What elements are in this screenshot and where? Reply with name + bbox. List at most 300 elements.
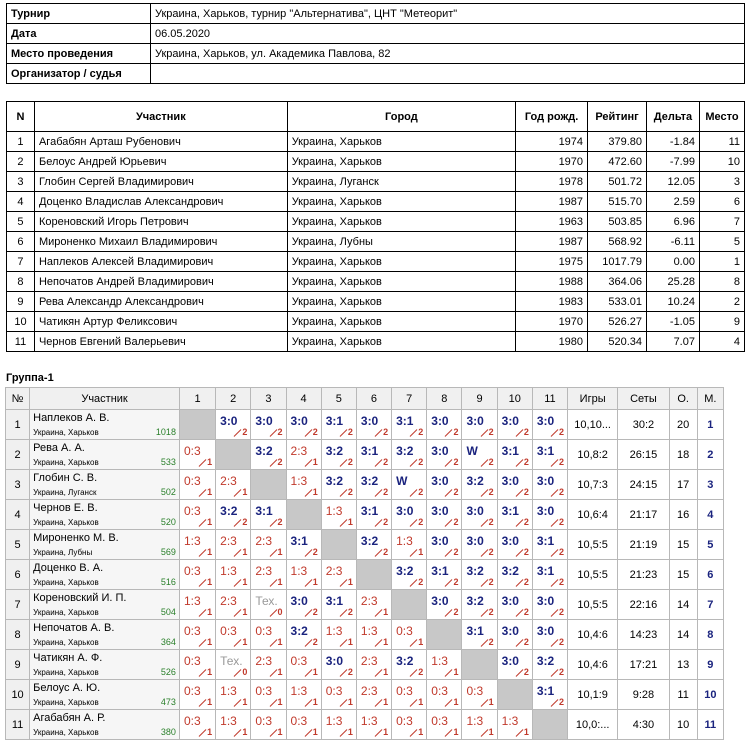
match-points: 2 [418, 667, 424, 677]
slash-divider [304, 579, 312, 587]
match-score: 3:0 [501, 594, 519, 608]
player-cell [30, 500, 180, 530]
slash-divider [551, 639, 559, 647]
crosstable-row [6, 530, 724, 560]
slash-divider [269, 729, 277, 737]
slash-divider [445, 549, 453, 557]
match-score: 3:1 [466, 624, 484, 638]
match-score: 3:0 [501, 624, 519, 638]
participant-row [7, 152, 745, 172]
match-score: 1:3 [360, 714, 378, 728]
match-points: 1 [383, 697, 389, 707]
slash-divider [515, 639, 523, 647]
player-city: Украина, Харьков [33, 698, 99, 707]
participant-cell: 9 [7, 292, 35, 312]
match-score: 3:0 [501, 654, 519, 668]
participant-cell: -1.05 [647, 312, 700, 332]
match-result-cell [532, 590, 567, 620]
match-score: 3:1 [431, 564, 449, 578]
slash-divider [410, 699, 418, 707]
match-score: 0:3 [183, 504, 201, 518]
participant-cell: 8 [7, 272, 35, 292]
points-stat: 14 [669, 590, 697, 620]
match-result-cell [462, 620, 497, 650]
match-points: 1 [242, 637, 248, 647]
match-points: 2 [383, 487, 389, 497]
crosstable-header: № [6, 388, 30, 410]
match-result-cell [321, 560, 356, 590]
participant-cell: 1017.79 [588, 252, 647, 272]
slash-divider [199, 729, 207, 737]
match-result-cell [392, 620, 427, 650]
match-score: 3:2 [466, 474, 484, 488]
match-result-cell [462, 710, 497, 740]
slash-divider [234, 489, 242, 497]
points-stat: 20 [669, 410, 697, 440]
match-score: 3:0 [431, 414, 449, 428]
slash-divider [515, 429, 523, 437]
match-score: 3:2 [466, 594, 484, 608]
match-result-cell [532, 440, 567, 470]
match-result-cell [462, 530, 497, 560]
slash-divider [234, 669, 242, 677]
match-score: 2:3 [255, 534, 273, 548]
match-result-cell [532, 560, 567, 590]
player-rating: 502 [160, 487, 176, 497]
player-cell [30, 470, 180, 500]
place-stat: 11 [697, 710, 723, 740]
info-row [7, 44, 745, 64]
match-score: 3:0 [466, 414, 484, 428]
match-result-cell [392, 710, 427, 740]
match-points: 0 [277, 607, 283, 617]
player-city: Украина, Харьков [33, 578, 99, 587]
match-result-cell [286, 590, 321, 620]
match-score: 2:3 [220, 594, 237, 608]
match-points: 1 [312, 487, 318, 497]
participant-cell: 364.06 [588, 272, 647, 292]
match-points: 2 [488, 457, 494, 467]
match-result-cell [532, 410, 567, 440]
match-result-cell [286, 710, 321, 740]
diagonal-cell [356, 560, 391, 590]
match-score: 3:0 [536, 594, 555, 608]
match-result-cell [532, 650, 567, 680]
points-stat: 16 [669, 500, 697, 530]
participant-cell: 7.07 [647, 332, 700, 352]
match-points: 2 [523, 547, 529, 557]
row-number: 4 [6, 500, 30, 530]
match-result-cell [427, 500, 462, 530]
slash-divider [234, 729, 242, 737]
match-score: W [396, 474, 408, 488]
match-result-cell [356, 650, 391, 680]
diagonal-cell [532, 710, 567, 740]
match-result-cell [216, 470, 251, 500]
match-points: 2 [523, 637, 529, 647]
match-result-cell [321, 440, 356, 470]
slash-divider [199, 669, 207, 677]
sets-stat: 17:21 [618, 650, 669, 680]
match-points: 2 [523, 607, 529, 617]
slash-divider [515, 579, 523, 587]
match-score: 0:3 [290, 654, 308, 668]
crosstable-header: 4 [286, 388, 321, 410]
match-result-cell [497, 440, 532, 470]
match-points: 2 [383, 517, 389, 527]
match-score: 2:3 [360, 594, 378, 608]
place-stat: 2 [697, 440, 723, 470]
slash-divider [340, 729, 348, 737]
games-stat: 10,6:4 [568, 500, 618, 530]
participant-cell: Чернов Евгений Валерьевич [34, 332, 287, 352]
crosstable-header: 3 [251, 388, 286, 410]
match-points: 1 [312, 697, 318, 707]
points-stat: 10 [669, 710, 697, 740]
match-result-cell [497, 710, 532, 740]
place-stat: 3 [697, 470, 723, 500]
match-points: 2 [383, 427, 389, 437]
games-stat: 10,8:2 [568, 440, 618, 470]
match-result-cell [356, 440, 391, 470]
slash-divider [375, 669, 383, 677]
crosstable-row [6, 710, 724, 740]
match-points: 2 [277, 427, 283, 437]
match-score: 1:3 [290, 474, 308, 488]
match-score: 2:3 [325, 564, 343, 578]
match-result-cell [251, 620, 286, 650]
player-cell [30, 650, 180, 680]
match-points: 1 [277, 547, 283, 557]
participant-cell: 568.92 [588, 232, 647, 252]
match-score: 0:3 [255, 714, 273, 728]
participant-cell: Украина, Харьков [287, 332, 515, 352]
participant-cell: 12.05 [647, 172, 700, 192]
slash-divider [304, 609, 312, 617]
match-points: 1 [383, 727, 389, 737]
match-score: 0:3 [290, 714, 308, 728]
match-score: 0:3 [396, 714, 413, 728]
match-result-cell [286, 560, 321, 590]
crosstable-row [6, 560, 724, 590]
match-score: 0:3 [396, 624, 413, 638]
match-points: 1 [207, 487, 213, 497]
match-score: 0:3 [183, 474, 201, 488]
slash-divider [234, 639, 242, 647]
slash-divider [551, 489, 559, 497]
place-stat: 9 [697, 650, 723, 680]
match-points: 2 [559, 427, 565, 437]
participants-header: Участник [34, 102, 287, 132]
match-score: 1:3 [290, 684, 308, 698]
match-points: 1 [418, 547, 424, 557]
match-score: 3:2 [325, 474, 344, 488]
match-points: 2 [242, 517, 248, 527]
player-city: Украина, Харьков [33, 458, 99, 467]
player-rating: 504 [160, 607, 176, 617]
match-result-cell [532, 680, 567, 710]
match-result-cell [286, 650, 321, 680]
row-number: 10 [6, 680, 30, 710]
player-name: Кореновский И. П. [33, 592, 127, 604]
player-cell [30, 710, 180, 740]
player-rating: 380 [160, 727, 176, 737]
match-points: 2 [488, 427, 494, 437]
match-score: 1:3 [360, 624, 378, 638]
match-score: 3:0 [536, 414, 555, 428]
match-result-cell [356, 590, 391, 620]
match-points: 1 [207, 547, 213, 557]
match-result-cell [497, 530, 532, 560]
match-result-cell [321, 650, 356, 680]
match-result-cell [392, 410, 427, 440]
slash-divider [304, 489, 312, 497]
slash-divider [410, 549, 418, 557]
match-points: 2 [559, 697, 565, 707]
slash-divider [199, 699, 207, 707]
match-result-cell [216, 710, 251, 740]
match-points: 1 [242, 727, 248, 737]
match-points: 1 [242, 607, 248, 617]
match-result-cell [179, 710, 215, 740]
participant-cell: 6 [699, 192, 744, 212]
match-result-cell [321, 470, 356, 500]
crosstable-row [6, 440, 724, 470]
match-points: 1 [277, 697, 283, 707]
match-score: 1:3 [183, 534, 201, 548]
crosstable-header: Игры [568, 388, 618, 410]
slash-divider [515, 489, 523, 497]
match-result-cell [321, 500, 356, 530]
match-score: 0:3 [325, 684, 343, 698]
slash-divider [375, 699, 383, 707]
match-result-cell [179, 560, 215, 590]
slash-divider [445, 609, 453, 617]
participant-cell: Украина, Харьков [287, 212, 515, 232]
match-score: 3:0 [290, 594, 308, 608]
match-points: 2 [453, 547, 459, 557]
participant-cell: 7 [7, 252, 35, 272]
match-points: 2 [418, 457, 424, 467]
slash-divider [551, 549, 559, 557]
match-points: 1 [312, 457, 318, 467]
match-score: 0:3 [183, 654, 201, 668]
participant-cell: -1.84 [647, 132, 700, 152]
participant-cell: Украина, Харьков [287, 252, 515, 272]
slash-divider [480, 429, 488, 437]
player-cell [30, 410, 180, 440]
info-row [7, 4, 745, 24]
match-score: 0:3 [255, 624, 273, 638]
crosstable-header: 5 [321, 388, 356, 410]
match-score: 0:3 [220, 624, 237, 638]
player-name: Мироненко М. В. [33, 532, 119, 544]
participant-cell: 379.80 [588, 132, 647, 152]
diagonal-cell [251, 470, 286, 500]
match-points: 1 [453, 697, 459, 707]
match-score: 1:3 [183, 594, 201, 608]
match-result-cell [462, 410, 497, 440]
slash-divider [269, 639, 277, 647]
match-result-cell [462, 440, 497, 470]
match-points: 2 [312, 547, 318, 557]
participants-header: Город [287, 102, 515, 132]
slash-divider [375, 489, 383, 497]
games-stat: 10,4:6 [568, 650, 618, 680]
match-result-cell [286, 440, 321, 470]
participant-cell: 501.72 [588, 172, 647, 192]
match-result-cell [462, 560, 497, 590]
participant-cell: 5 [699, 232, 744, 252]
match-result-cell [179, 650, 215, 680]
match-result-cell [497, 650, 532, 680]
participant-cell: Белоус Андрей Юрьевич [34, 152, 287, 172]
match-result-cell [532, 530, 567, 560]
match-score: 0:3 [255, 684, 273, 698]
slash-divider [480, 489, 488, 497]
slash-divider [410, 669, 418, 677]
participant-cell: 515.70 [588, 192, 647, 212]
match-score: 3:1 [536, 534, 555, 548]
match-points: 1 [312, 727, 318, 737]
match-result-cell [179, 590, 215, 620]
player-cell [30, 530, 180, 560]
match-score: 3:0 [536, 504, 555, 518]
slash-divider [340, 489, 348, 497]
match-score: 2:3 [360, 654, 378, 668]
place-stat: 6 [697, 560, 723, 590]
match-score: 3:2 [360, 534, 379, 548]
player-name: Чернов Е. В. [33, 502, 98, 514]
player-rating: 516 [160, 577, 176, 587]
match-score: 3:2 [396, 444, 414, 458]
participant-cell: 1970 [516, 152, 588, 172]
match-result-cell [216, 650, 251, 680]
games-stat: 10,7:3 [568, 470, 618, 500]
match-points: 2 [242, 427, 248, 437]
match-result-cell [251, 500, 286, 530]
match-result-cell [392, 500, 427, 530]
match-score: 3:0 [431, 504, 449, 518]
sets-stat: 9:28 [618, 680, 669, 710]
row-number: 1 [6, 410, 30, 440]
match-score: 1:3 [431, 654, 448, 668]
slash-divider [551, 459, 559, 467]
match-result-cell [251, 680, 286, 710]
slash-divider [515, 669, 523, 677]
slash-divider [375, 609, 383, 617]
match-score: 0:3 [466, 684, 484, 698]
match-score: 3:1 [325, 414, 344, 428]
slash-divider [445, 579, 453, 587]
match-score: 3:1 [255, 504, 273, 518]
participant-cell: 6.96 [647, 212, 700, 232]
player-city: Украина, Луганск [33, 488, 97, 497]
match-score: 2:3 [220, 534, 237, 548]
participant-row [7, 192, 745, 212]
slash-divider [375, 639, 383, 647]
match-points: 1 [383, 637, 389, 647]
match-points: 1 [207, 697, 213, 707]
match-score: 1:3 [466, 714, 484, 728]
crosstable-header: Участник [30, 388, 180, 410]
slash-divider [480, 699, 488, 707]
diagonal-cell [427, 620, 462, 650]
slash-divider [269, 519, 277, 527]
slash-divider [445, 669, 453, 677]
diagonal-cell [216, 440, 251, 470]
info-row [7, 24, 745, 44]
crosstable-header: 7 [392, 388, 427, 410]
participant-cell: 1970 [516, 312, 588, 332]
row-number: 7 [6, 590, 30, 620]
slash-divider [199, 549, 207, 557]
slash-divider [304, 429, 312, 437]
match-score: 3:2 [536, 654, 555, 668]
match-result-cell [251, 530, 286, 560]
match-points: 1 [347, 577, 353, 587]
match-points: 1 [418, 727, 424, 737]
match-score: 3:0 [431, 474, 449, 488]
match-score: 3:2 [360, 474, 379, 488]
info-label: Турнир [7, 4, 151, 24]
participants-header: Рейтинг [588, 102, 647, 132]
match-score: 3:2 [325, 444, 344, 458]
participant-cell: 11 [699, 132, 744, 152]
player-city: Украина, Лубны [33, 548, 93, 557]
match-result-cell [286, 680, 321, 710]
participant-cell: 533.01 [588, 292, 647, 312]
slash-divider [340, 669, 348, 677]
slash-divider [480, 639, 488, 647]
slash-divider [551, 579, 559, 587]
participant-cell: Украина, Харьков [287, 132, 515, 152]
participants-header: Место [699, 102, 744, 132]
match-result-cell [216, 590, 251, 620]
match-points: 2 [347, 427, 353, 437]
player-cell [30, 560, 180, 590]
match-points: 2 [418, 517, 424, 527]
match-points: 0 [242, 667, 248, 677]
player-city: Украина, Харьков [33, 608, 99, 617]
match-result-cell [356, 410, 391, 440]
participant-row [7, 292, 745, 312]
participant-cell: 6 [7, 232, 35, 252]
info-label: Дата [7, 24, 151, 44]
slash-divider [410, 519, 418, 527]
participant-cell: 1987 [516, 232, 588, 252]
match-result-cell [392, 530, 427, 560]
row-number: 11 [6, 710, 30, 740]
match-score: 0:3 [431, 684, 448, 698]
participant-cell: 1 [699, 252, 744, 272]
participant-cell: Украина, Харьков [287, 272, 515, 292]
diagonal-cell [179, 410, 215, 440]
participant-cell: 0.00 [647, 252, 700, 272]
match-points: 1 [347, 517, 353, 527]
points-stat: 14 [669, 620, 697, 650]
player-rating: 526 [160, 667, 176, 677]
player-cell [30, 680, 180, 710]
match-result-cell [321, 410, 356, 440]
row-number: 3 [6, 470, 30, 500]
match-points: 2 [559, 607, 565, 617]
slash-divider [375, 519, 383, 527]
match-points: 1 [523, 727, 529, 737]
diagonal-cell [392, 590, 427, 620]
participant-cell: Агабабян Арташ Рубенович [34, 132, 287, 152]
participant-row [7, 172, 745, 192]
